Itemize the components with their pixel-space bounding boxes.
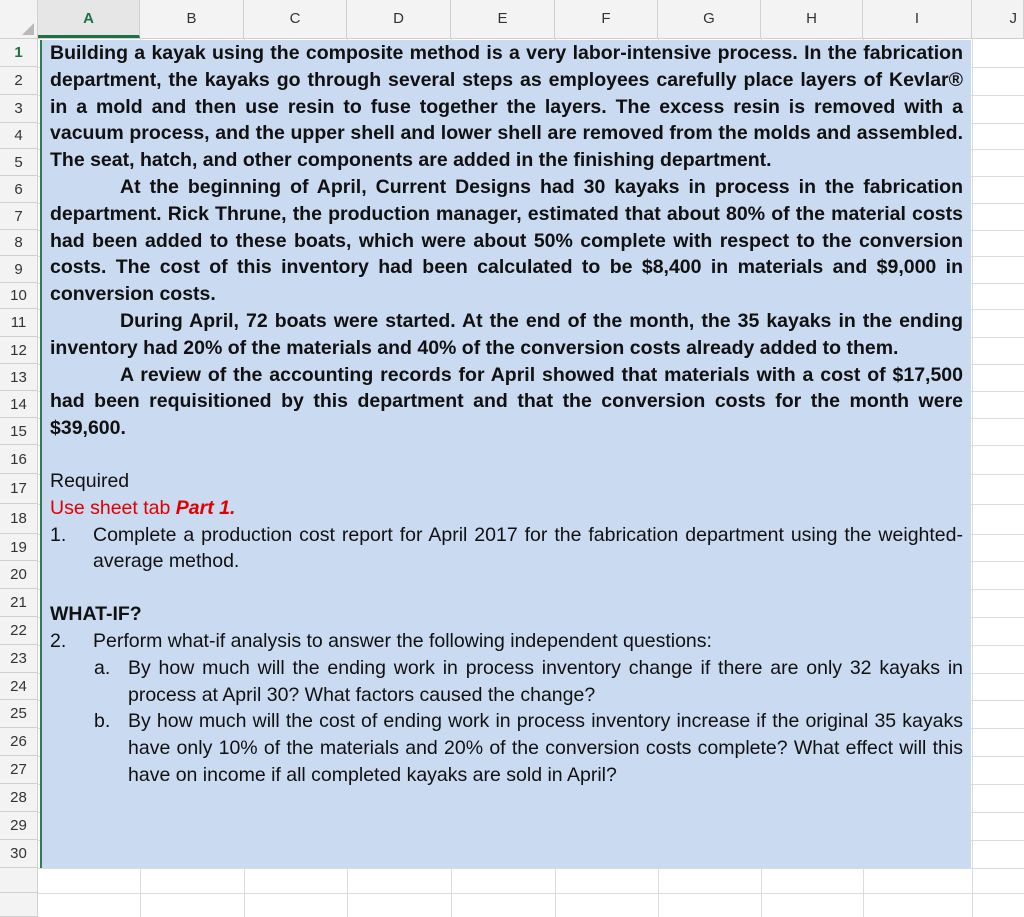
column-header-f[interactable]: F xyxy=(555,0,658,38)
paragraph-beginning-inventory: At the beginning of April, Current Designs had 30 kayaks in process in the fabrication department. Rick Thrune, the production manager, estimated that about 80% of the material costs had been added to these boats, which were about 50% complete with respect to the conversion costs. The cost of this inventory had been calculated to be $8,400 in materials and $9,000 in conversion costs. xyxy=(50,175,963,306)
row-header-3[interactable]: 3 xyxy=(0,95,38,123)
grid-line xyxy=(972,39,973,917)
row-header-20[interactable]: 20 xyxy=(0,561,38,589)
column-header-e[interactable]: E xyxy=(451,0,555,38)
row-header-22[interactable]: 22 xyxy=(0,617,38,645)
select-all-triangle-icon xyxy=(22,23,34,35)
column-header-j[interactable]: J xyxy=(972,0,1024,38)
row-header-14[interactable]: 14 xyxy=(0,391,38,418)
paragraph-intro: Building a kayak using the composite method is a very labor-intensive process. In the fabrication department, the kayaks go through several steps as employees carefully place layers of Kevlar® in a mold and then use resin to fuse together the layers. The excess resin is removed with a vacuum process, and the upper shell and lower shell are removed from the molds and assembled. The seat, hatch, and other components are added in the finishing department. xyxy=(50,42,963,172)
row-header-11[interactable]: 11 xyxy=(0,309,38,337)
grid-line xyxy=(38,868,1024,869)
row-header-17[interactable]: 17 xyxy=(0,474,38,504)
required-sheet-tab-name: Part 1. xyxy=(175,496,236,519)
column-header-a[interactable]: A xyxy=(38,0,140,38)
row-header-1[interactable]: 1 xyxy=(0,39,38,67)
question-2b-letter: b. xyxy=(94,710,111,733)
row-header-9[interactable]: 9 xyxy=(0,256,38,283)
question-2-number: 2. xyxy=(50,629,67,652)
question-2 xyxy=(50,628,963,655)
row-header-26[interactable]: 26 xyxy=(0,728,38,756)
row-header-30[interactable]: 30 xyxy=(0,840,38,868)
instructions-text-box[interactable] xyxy=(40,40,971,868)
column-header-c[interactable]: C xyxy=(244,0,347,38)
question-2a-letter: a. xyxy=(94,656,111,679)
required-sheet-prefix: Use sheet tab xyxy=(50,496,176,519)
required-heading: Required xyxy=(50,469,130,492)
row-header-18[interactable]: 18 xyxy=(0,504,38,534)
column-header-g[interactable]: G xyxy=(658,0,761,38)
column-header-d[interactable]: D xyxy=(347,0,451,38)
row-header-2[interactable]: 2 xyxy=(0,67,38,95)
question-1 xyxy=(50,522,963,576)
row-header-21[interactable]: 21 xyxy=(0,589,38,617)
row-header-10[interactable]: 10 xyxy=(0,283,38,309)
row-header-12[interactable]: 12 xyxy=(0,337,38,364)
question-1-number: 1. xyxy=(50,523,67,546)
question-2b-text: By how much will the cost of ending work in process inventory increase if the original 35 kayaks have only 10% of the materials and 20% of the conversion costs complete? What effect will this have on income if all completed kayaks are sold in April? xyxy=(128,710,963,786)
row-header-23[interactable]: 23 xyxy=(0,645,38,673)
row-header-27[interactable]: 27 xyxy=(0,756,38,784)
row-header-4[interactable]: 4 xyxy=(0,123,38,149)
row-header-16[interactable]: 16 xyxy=(0,445,38,474)
row-header-24[interactable]: 24 xyxy=(0,673,38,700)
paragraph-april-production: During April, 72 boats were started. At the end of the month, the 35 kayaks in the ending inventory had 20% of the materials and 40% of the conversion costs already added to them. xyxy=(50,309,963,359)
grid-line xyxy=(38,893,1024,894)
column-header-i[interactable]: I xyxy=(863,0,972,38)
row-header-5[interactable]: 5 xyxy=(0,149,38,176)
select-all-corner[interactable] xyxy=(0,0,38,38)
whatif-heading: WHAT-IF? xyxy=(50,603,142,626)
required-sheet-note xyxy=(50,495,963,522)
row-header-29[interactable]: 29 xyxy=(0,812,38,840)
question-2b xyxy=(50,708,963,788)
row-header-25[interactable]: 25 xyxy=(0,700,38,728)
column-header-h[interactable]: H xyxy=(761,0,863,38)
row-header-31[interactable] xyxy=(0,868,38,893)
question-1-text: Complete a production cost report for April 2017 for the fabrication department using the weighted-average method. xyxy=(93,523,963,573)
row-header-8[interactable]: 8 xyxy=(0,230,38,256)
row-header-13[interactable]: 13 xyxy=(0,364,38,391)
question-2a xyxy=(50,655,963,709)
column-header-row xyxy=(0,0,1024,39)
row-header-7[interactable]: 7 xyxy=(0,203,38,230)
row-header-6[interactable]: 6 xyxy=(0,176,38,203)
column-header-b[interactable]: B xyxy=(140,0,244,38)
question-2-text: Perform what-if analysis to answer the following independent questions: xyxy=(93,629,712,652)
row-header-15[interactable]: 15 xyxy=(0,418,38,445)
row-header-19[interactable]: 19 xyxy=(0,534,38,561)
row-header-32[interactable] xyxy=(0,893,38,917)
row-header-28[interactable]: 28 xyxy=(0,784,38,812)
paragraph-accounting-records: A review of the accounting records for April showed that materials with a cost of $17,500 had been requisitioned by this department and that the conversion costs for the month were $39,600. xyxy=(50,363,963,440)
question-2a-text: By how much will the ending work in process inventory change if there are only 32 kayaks in process at April 30? What factors caused the change? xyxy=(128,656,963,706)
